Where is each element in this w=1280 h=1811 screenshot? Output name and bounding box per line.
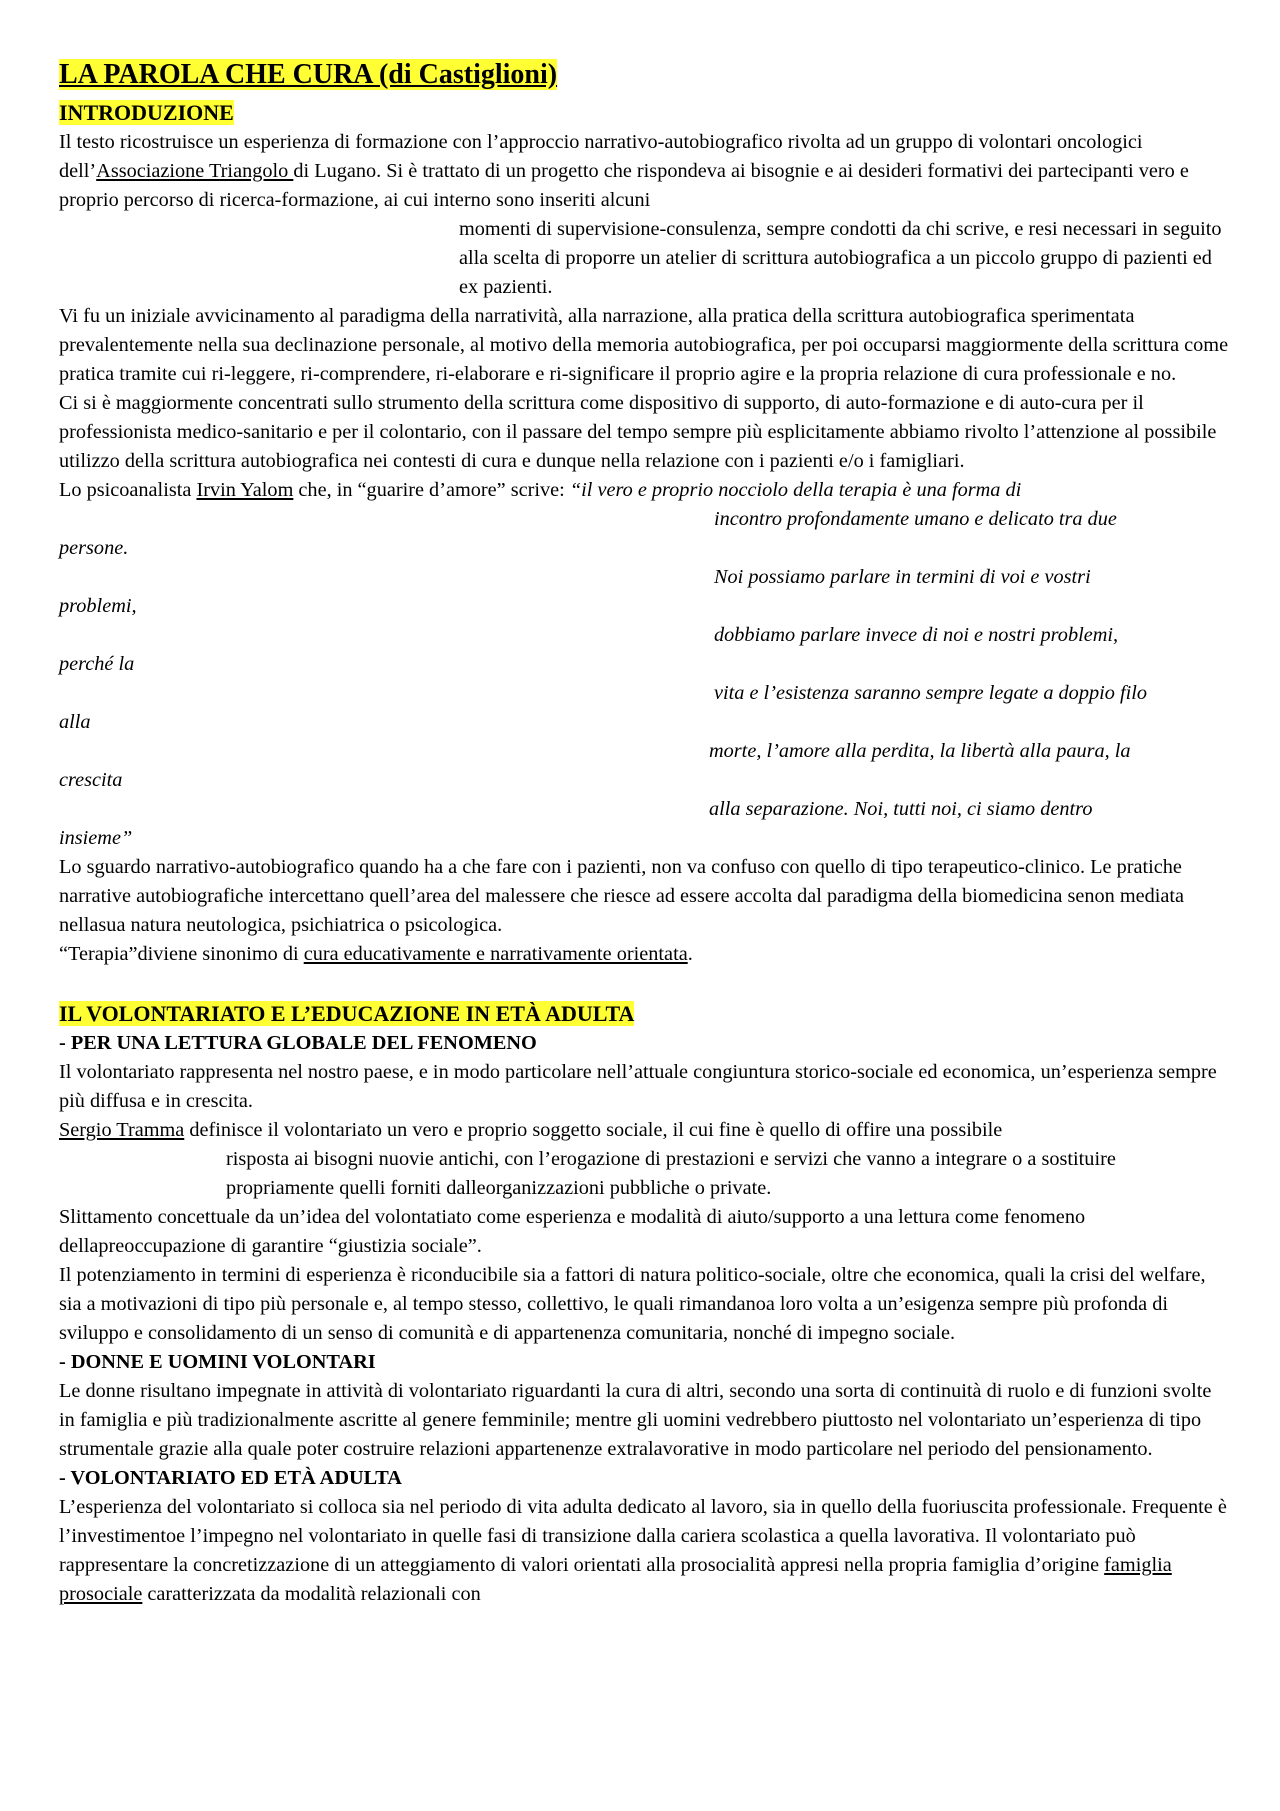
quote-line: persone.: [59, 537, 129, 559]
subheading-lettura-globale: - PER UNA LETTURA GLOBALE DEL FENOMENO: [59, 1032, 537, 1054]
quote-line: alla separazione. Noi, tutti noi, ci siamo dentro: [709, 798, 1093, 820]
yalom-quote: [59, 505, 1229, 853]
document-body: [59, 56, 1229, 1609]
eta-adulta-paragraph: L’esperienza del volontariato si colloca sia nel periodo di vita adulta dedicato al lavoro, sia in quello della fuoriuscita professionale. Frequente è l’investimentoe l’impegno nel volontariato in quelle fasi di transizione dalla cariera scolastica a quella lavorativa. Il volontariato può rappresentare la concretizzazione di un atteggiamento di valori orientati alla prosocialità appresi nella propria famiglia d’origine famiglia prosociale caratterizzata da modalità relazionali con: [59, 1496, 1227, 1605]
intro-paragraph-3: Ci si è maggiormente concentrati sullo strumento della scrittura come dispositivo di supporto, di auto-formazione e di auto-cura per il professionista medico-sanitario e per il colontario, con il passare del tempo sempre più esplicitamente abbiamo rivolto l’attenzione al possibile utilizzo della scrittura autobiografica nei contesti di cura e dunque nella relazione con i pazienti e/o i famigliari.: [59, 392, 1217, 472]
quote-line: perché la: [59, 653, 135, 675]
intro-heading-text: INTRODUZIONE: [59, 100, 234, 125]
link-associazione-triangolo[interactable]: Associazione Triangolo: [96, 160, 294, 182]
quote-line: alla: [59, 711, 91, 733]
quote-line: insieme”: [59, 827, 133, 849]
quote-line: incontro profondamente umano e delicato tra due: [714, 508, 1117, 530]
donne-uomini-paragraph: Le donne risultano impegnate in attività di volontariato riguardanti la cura di altri, secondo una sorta di continuità di ruolo e di funzioni svolte in famiglia e più tradizionalmente ascritte al genere femminile; mentre gli uomini vedrebbero piuttosto nel volontariato un’esperienza di tipo strumentale grazie alla quale poter costruire relazioni appartenenze extralavorative in modo particolare nel periodo del pensionamento.: [59, 1380, 1212, 1460]
quote-line: vita e l’esistenza saranno sempre legate a doppio filo: [714, 682, 1147, 704]
section-spacer: [59, 969, 1229, 999]
volontariato-paragraph-1: Il volontariato rappresenta nel nostro paese, e in modo particolare nell’attuale congiuntura storico-sociale ed economica, un’esperienza sempre più diffusa e in crescita.: [59, 1061, 1217, 1112]
subheading-donne-uomini: - DONNE E UOMINI VOLONTARI: [59, 1351, 376, 1373]
volontariato-heading: [59, 999, 1229, 1029]
intro-paragraph-6: “Terapia”diviene sinonimo di cura educativamente e narrativamente orientata.: [59, 943, 693, 965]
quote-line: morte, l’amore alla perdita, la libertà alla paura, la: [709, 740, 1131, 762]
quote-line: Noi possiamo parlare in termini di voi e vostri: [714, 566, 1091, 588]
link-cura-orientata[interactable]: cura educativamente e narrativamente orientata: [303, 943, 688, 965]
volontariato-paragraph-2: Sergio Tramma definisce il volontariato un vero e proprio soggetto sociale, il cui fine è quello di offire una possibile: [59, 1119, 1003, 1141]
title-text: LA PAROLA CHE CURA (di Castiglioni): [59, 59, 558, 90]
link-famiglia-prosociale[interactable]: famiglia prosociale: [59, 1554, 1172, 1605]
quote-line: dobbiamo parlare invece di noi e nostri problemi,: [714, 624, 1119, 646]
volontariato-heading-text: IL VOLONTARIATO E L’EDUCAZIONE IN ETÀ ADULTA: [59, 1001, 635, 1026]
intro-paragraph-2: Vi fu un iniziale avvicinamento al paradigma della narratività, alla narrazione, alla pratica della scrittura autobiografica sperimentata prevalentemente nella sua declinazione personale, al motivo della memoria autobiografica, per poi occuparsi maggiormente della scrittura come pratica tramite cui ri-leggere, ri-comprendere, ri-elaborare e ri-significare il proprio agire e la propria relazione di cura professionale e no.: [59, 305, 1229, 385]
volontariato-paragraph-3: Slittamento concettuale da un’idea del volontatiato come esperienza e modalità di aiuto/supporto a una lettura come fenomeno dellapreoccupazione di garantire “giustizia sociale”.: [59, 1206, 1086, 1257]
volontariato-paragraph-2-indent: risposta ai bisogni nuovie antichi, con l’erogazione di prestazioni e servizi che vanno a integrare o a sostituire propriamente quelli forniti dalleorganizzazioni pubbliche o private.: [226, 1148, 1116, 1199]
intro-paragraph-4: Lo psicoanalista Irvin Yalom che, in “guarire d’amore” scrive: “il vero e proprio nocciolo della terapia è una forma di: [59, 479, 1022, 501]
intro-paragraph-1-indent: momenti di supervisione-consulenza, sempre condotti da chi scrive, e resi necessari in seguito alla scelta di proporre un atelier di scrittura autobiografica a un piccolo gruppo di pazienti ed ex pazienti.: [459, 218, 1222, 298]
intro-heading: [59, 98, 1229, 128]
document-title: [59, 56, 1229, 94]
link-irvin-yalom[interactable]: Irvin Yalom: [196, 479, 294, 501]
subheading-eta-adulta: - VOLONTARIATO ED ETÀ ADULTA: [59, 1467, 402, 1489]
link-sergio-tramma[interactable]: Sergio Tramma: [59, 1119, 185, 1141]
intro-paragraph-1: Il testo ricostruisce un esperienza di formazione con l’approccio narrativo-autobiografico rivolta ad un gruppo di volontari oncologici dell’Associazione Triangolo di Lugano. Si è trattato di un progetto che rispondeva ai bisognie e ai desideri formativi dei partecipanti vero e proprio percorso di ricerca-formazione, ai cui interno sono inseriti alcuni: [59, 131, 1189, 211]
intro-paragraph-5: Lo sguardo narrativo-autobiografico quando ha a che fare con i pazienti, non va confuso con quello di tipo terapeutico-clinico. Le pratiche narrative autobiografiche intercettano quell’area del malessere che riesce ad essere accolta dal paradigma della biomedicina senon mediata nellasua natura neutologica, psichiatrica o psicologica.: [59, 856, 1185, 936]
volontariato-paragraph-4: Il potenziamento in termini di esperienza è riconducibile sia a fattori di natura politico-sociale, oltre che economica, quali la crisi del welfare, sia a motivazioni di tipo più personale e, al tempo stesso, collettivo, le quali rimandanoa loro volta a un’esigenza sempre più profonda di sviluppo e consolidamento di un senso di comunità e di appartenenza comunitaria, nonché di impegno sociale.: [59, 1264, 1206, 1344]
quote-line: “il vero e proprio nocciolo della terapia è una forma di: [569, 479, 1022, 501]
quote-line: problemi,: [59, 595, 137, 617]
quote-line: crescita: [59, 769, 123, 791]
